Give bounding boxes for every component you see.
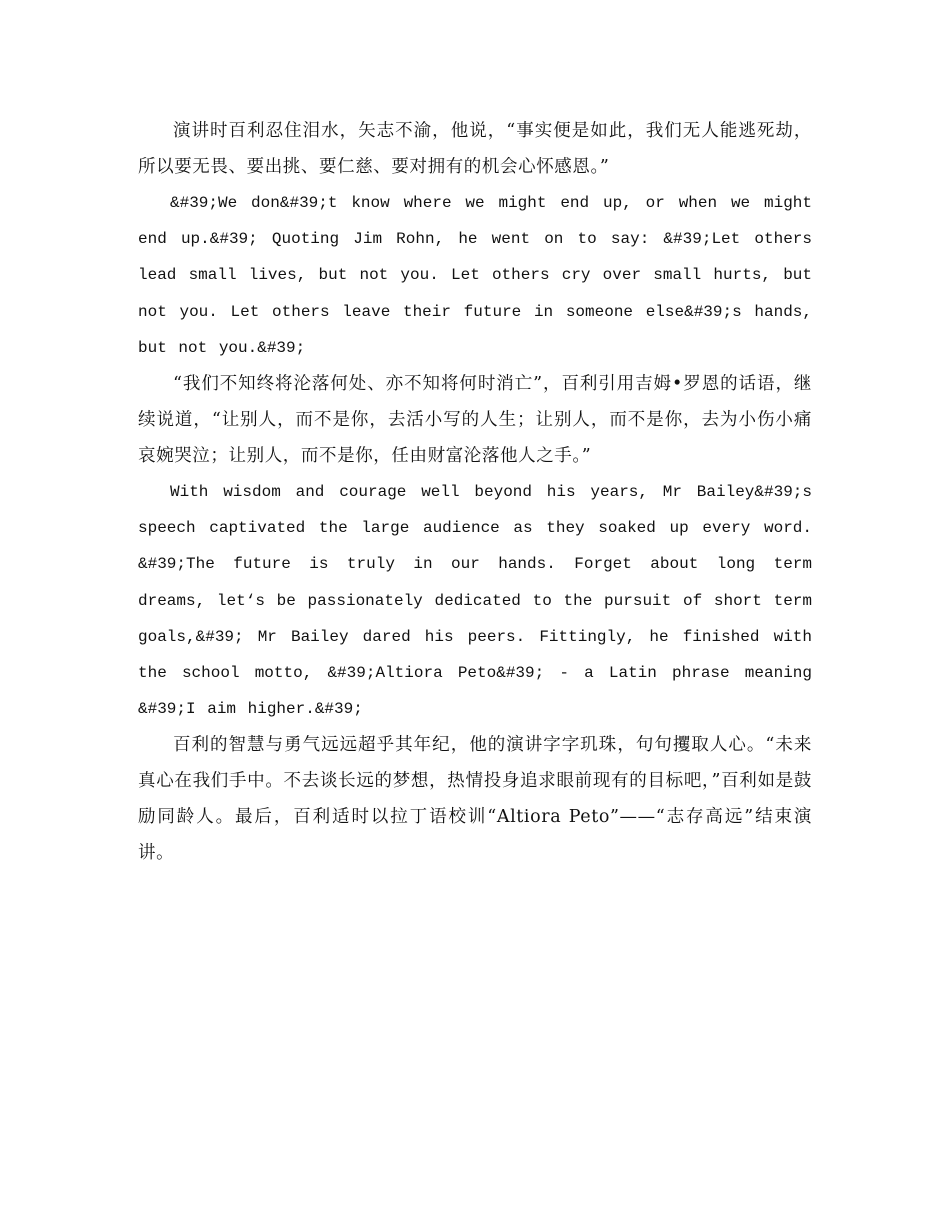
paragraph-english-jim-rohn-quote: &#39;We don&#39;t know where we might end up, or when we might end up.&#39; Quoting Jim Rohn, he went on to say: &#39;Let others lead small lives, but not you. Let others cry over small hurts, but not you. Let others leave their future in someone else&#39;s hands, but not you.&#39; (138, 194, 824, 357)
paragraph-chinese-speech-quote: 演讲时百利忍住泪水，矢志不渝，他说，“事实便是如此，我们无人能逃死劫，所以要无畏、要出挑、要仁慈、要对拥有的机会心怀感恩。” (138, 121, 812, 177)
paragraph-chinese-jim-rohn-quote: “我们不知终将沦落何处、亦不知将何时消亡”，百利引用吉姆•罗恩的话语，继续说道，“让别人，而不是你，去活小写的人生；让别人，而不是你，去为小伤小痛哀婉哭泣；让别人，而不是你，任由财富沦落他人之手。” (138, 374, 812, 467)
document-body (138, 113, 824, 871)
paragraph-chinese-school-motto: 百利的智慧与勇气远远超乎其年纪，他的演讲字字玑珠，句句攫取人心。“未来真心在我们手中。不去谈长远的梦想，热情投身追求眼前现有的目标吧，”百利如是鼓励同龄人。最后，百利适时以拉丁语校训“Altiora Peto”——“志存高远”结束演讲。 (138, 735, 812, 864)
paragraph-english-school-motto: With wisdom and courage well beyond his years, Mr Bailey&#39;s speech captivated the large audience as they soaked up every word. &#39;The future is truly in our hands. Forget about long term dreams, let‘s be passionately dedicated to the pursuit of short term goals,&#39; Mr Bailey dared his peers. Fittingly, he finished with the school motto, &#39;Altiora Peto&#39; - a Latin phrase meaning &#39;I aim higher.&#39; (138, 483, 824, 719)
